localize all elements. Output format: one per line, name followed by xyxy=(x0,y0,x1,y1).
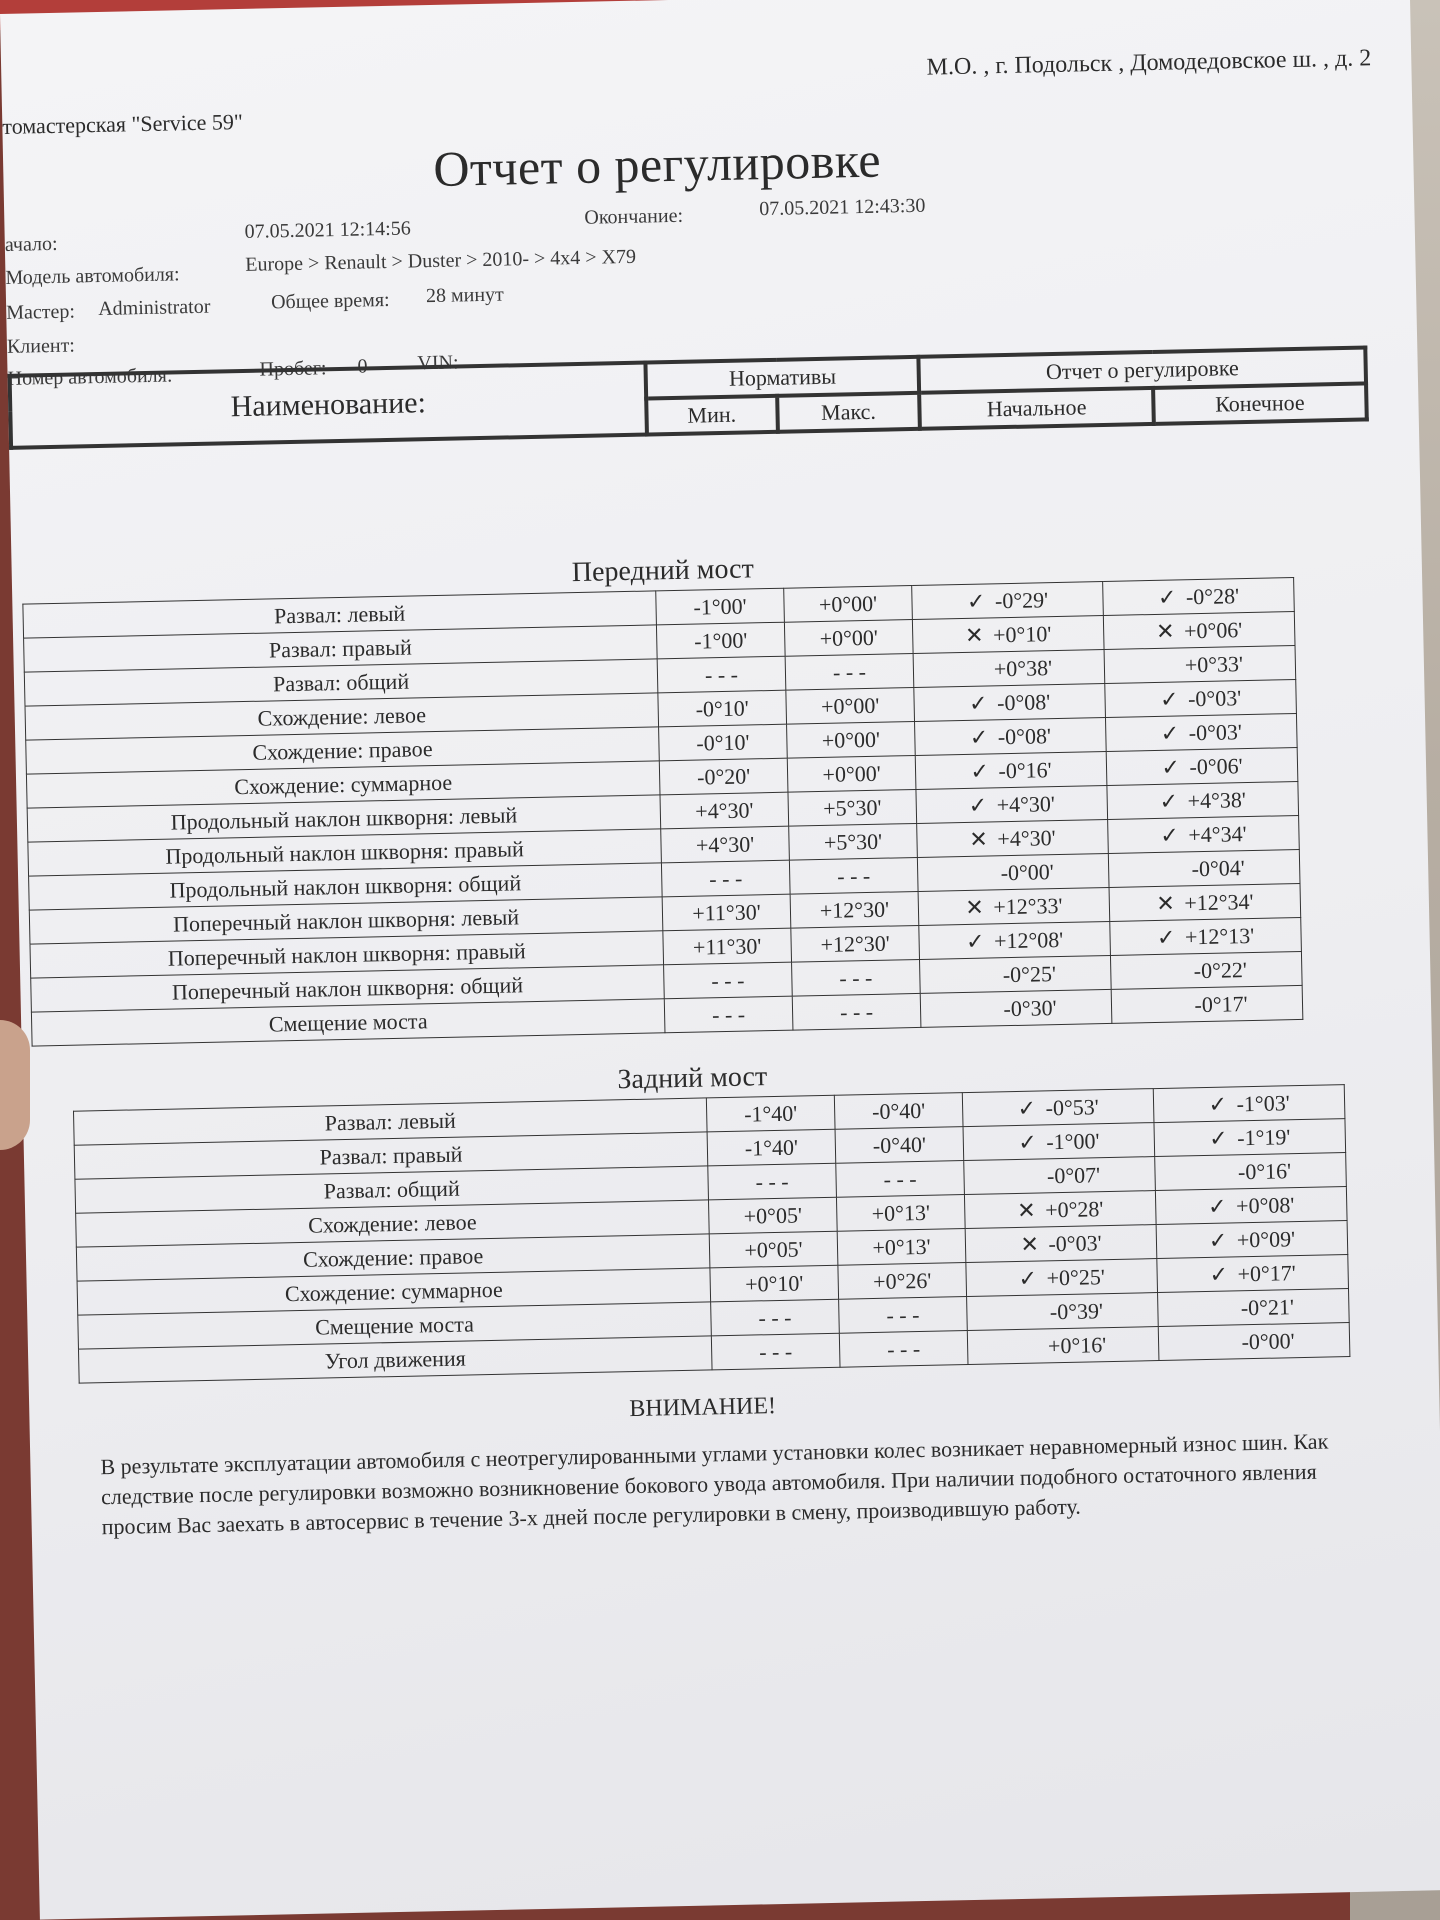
norm-min: -1°40' xyxy=(707,1129,836,1166)
norm-max: +0°13' xyxy=(836,1195,965,1232)
parameter-name: Развал: левый xyxy=(23,591,657,638)
master-value: Administrator xyxy=(97,295,211,321)
check-icon: ✓ xyxy=(1208,1125,1228,1151)
model-label: Модель автомобиля: xyxy=(5,263,180,289)
norm-min: -0°10' xyxy=(659,724,788,761)
check-icon xyxy=(1166,978,1194,979)
initial-value: -0°29' xyxy=(994,586,1049,613)
check-icon xyxy=(966,676,994,677)
initial-cell xyxy=(915,718,1107,756)
check-icon: ✓ xyxy=(968,792,988,818)
check-icon: ✓ xyxy=(970,757,990,784)
cross-icon: ✕ xyxy=(964,622,984,648)
final-value: -0°06' xyxy=(1189,752,1243,779)
norm-min: - - - xyxy=(664,996,793,1033)
initial-cell xyxy=(965,1225,1157,1263)
check-icon xyxy=(1164,876,1192,877)
check-icon xyxy=(1022,1319,1050,1320)
final-value: +0°33' xyxy=(1184,650,1244,677)
final-value: +0°17' xyxy=(1237,1259,1296,1286)
final-value: -0°21' xyxy=(1240,1293,1295,1320)
final-value: -0°04' xyxy=(1191,854,1245,881)
table-header xyxy=(8,345,1369,449)
final-value: +0°06' xyxy=(1183,616,1243,643)
final-cell xyxy=(1158,1289,1350,1327)
norm-min: - - - xyxy=(657,656,786,693)
final-value: -0°03' xyxy=(1188,718,1243,745)
cross-icon: ✕ xyxy=(965,894,985,920)
norm-min: -0°20' xyxy=(659,758,788,795)
initial-value: +12°08' xyxy=(993,926,1064,953)
norm-max: +0°00' xyxy=(787,755,916,792)
final-value: -0°17' xyxy=(1194,990,1248,1017)
final-value: -0°03' xyxy=(1187,684,1242,711)
initial-cell xyxy=(912,582,1104,620)
parameter-name: Схождение: правое xyxy=(26,727,660,774)
parameter-name: Поперечный наклон шкворня: правый xyxy=(30,931,664,978)
norm-max: +0°00' xyxy=(786,688,915,725)
warning-text: В результате эксплуатации автомобиля с неотрегулированными углами установки колес возникает неравномерный износ шин. Как следствие после регулировки возможно возникновение бокового увода автомобиля. При наличии подобного остаточного явления просим Вас заехать в автосервис в течение 3-х дней после регулировки в смену, производившую работу. xyxy=(100,1428,1329,1540)
plate-label: Номер автомобиля: xyxy=(7,364,173,390)
header-name: Наименование: xyxy=(10,363,647,448)
norm-max: +0°13' xyxy=(837,1229,966,1266)
final-value: +0°09' xyxy=(1236,1225,1296,1252)
norm-max: +5°30' xyxy=(788,789,917,826)
final-cell xyxy=(1105,680,1297,718)
initial-value: +4°30' xyxy=(997,824,1056,851)
address: М.О. , г. Подольск , Домодедовское ш. , д. 2 xyxy=(926,45,1372,81)
check-icon: ✓ xyxy=(965,928,985,954)
check-icon xyxy=(1020,1353,1048,1354)
parameter-name: Схождение: правое xyxy=(76,1234,710,1281)
final-value: -0°16' xyxy=(1237,1157,1292,1184)
check-icon xyxy=(1214,1349,1242,1350)
norm-min: - - - xyxy=(661,860,790,897)
norm-min: +0°05' xyxy=(709,1231,838,1268)
initial-value: +12°33' xyxy=(993,892,1063,919)
final-value: +0°08' xyxy=(1235,1191,1295,1218)
parameter-name: Схождение: левое xyxy=(76,1200,710,1247)
initial-cell xyxy=(918,887,1110,925)
initial-cell xyxy=(917,819,1109,857)
initial-cell xyxy=(913,650,1105,688)
final-value: +4°38' xyxy=(1187,786,1247,813)
final-cell xyxy=(1108,815,1300,853)
report-title: Отчет о регулировке xyxy=(432,131,882,197)
initial-cell xyxy=(966,1259,1158,1297)
thumb xyxy=(0,1020,30,1150)
total-time-label: Общее время: xyxy=(270,288,390,314)
final-cell xyxy=(1156,1221,1348,1259)
norm-min: - - - xyxy=(664,962,793,999)
norm-max: +0°26' xyxy=(838,1263,967,1300)
check-icon: ✓ xyxy=(1018,1129,1037,1155)
check-icon: ✓ xyxy=(1159,685,1179,712)
shop-name: томастерская "Service 59" xyxy=(2,108,244,139)
norm-min: +4°30' xyxy=(661,826,790,863)
norm-min: +11°30' xyxy=(663,928,792,965)
initial-value: -0°39' xyxy=(1049,1297,1104,1324)
final-value: -1°19' xyxy=(1236,1123,1291,1150)
final-value: +12°13' xyxy=(1184,922,1255,949)
check-icon: ✓ xyxy=(1159,788,1179,814)
parameter-name: Угол движения xyxy=(78,1336,712,1383)
parameter-name: Продольный наклон шкворня: левый xyxy=(27,795,661,842)
initial-value: -0°30' xyxy=(1003,994,1057,1021)
header-norms: Нормативы xyxy=(645,357,919,399)
norm-min: +4°30' xyxy=(660,792,789,829)
final-cell xyxy=(1110,917,1302,955)
final-value: -0°28' xyxy=(1185,582,1240,609)
check-icon xyxy=(1157,672,1185,673)
norm-max: +0°00' xyxy=(787,722,916,759)
norm-min: -1°00' xyxy=(656,588,785,625)
norm-min: -1°40' xyxy=(706,1095,835,1132)
final-value: +12°34' xyxy=(1184,888,1254,915)
check-icon: ✓ xyxy=(1208,1227,1228,1253)
initial-cell xyxy=(919,921,1111,959)
initial-value: -0°03' xyxy=(1048,1229,1102,1256)
norm-min: - - - xyxy=(708,1163,837,1200)
parameter-name: Схождение: левое xyxy=(25,693,659,740)
final-cell xyxy=(1154,1119,1346,1157)
rear-axle-table xyxy=(73,1084,1350,1384)
initial-value: +0°25' xyxy=(1046,1263,1106,1290)
parameter-name: Поперечный наклон шкворня: общий xyxy=(31,965,665,1012)
cross-icon: ✕ xyxy=(1156,890,1175,916)
final-cell xyxy=(1103,578,1295,616)
initial-value: +0°16' xyxy=(1047,1331,1107,1358)
initial-value: +0°28' xyxy=(1044,1195,1104,1222)
header-initial: Начальное xyxy=(920,388,1154,429)
final-cell xyxy=(1155,1153,1347,1191)
final-cell xyxy=(1109,883,1301,921)
norm-max: - - - xyxy=(789,857,918,894)
check-icon: ✓ xyxy=(966,587,986,614)
parameter-name: Развал: общий xyxy=(24,659,658,706)
cross-icon: ✕ xyxy=(1020,1231,1040,1257)
check-icon xyxy=(973,880,1001,881)
initial-value: +0°38' xyxy=(993,654,1053,681)
final-cell xyxy=(1155,1187,1347,1225)
start-label: ачало: xyxy=(4,232,58,256)
end-value: 07.05.2021 12:43:30 xyxy=(759,194,926,221)
norm-min: +11°30' xyxy=(662,894,791,931)
check-icon: ✓ xyxy=(968,689,988,716)
check-icon: ✓ xyxy=(1209,1261,1229,1287)
check-icon xyxy=(1213,1315,1241,1316)
initial-value: -0°16' xyxy=(998,756,1052,783)
check-icon: ✓ xyxy=(1207,1193,1227,1219)
final-value: -0°22' xyxy=(1193,956,1248,983)
norm-max: -0°40' xyxy=(835,1127,964,1164)
initial-value: -0°00' xyxy=(1000,858,1054,885)
initial-value: -1°00' xyxy=(1046,1127,1100,1154)
initial-cell xyxy=(920,955,1112,993)
check-icon: ✓ xyxy=(1018,1265,1038,1291)
end-label: Окончание: xyxy=(584,204,684,229)
norm-min: - - - xyxy=(711,1299,840,1336)
norm-min: -0°10' xyxy=(658,690,787,727)
norm-min: +0°10' xyxy=(710,1265,839,1302)
parameter-name: Смещение моста xyxy=(78,1302,712,1349)
initial-value: +4°30' xyxy=(996,790,1056,817)
parameter-name: Поперечный наклон шкворня: левый xyxy=(29,897,663,944)
check-icon xyxy=(1210,1179,1238,1180)
final-cell xyxy=(1103,612,1295,650)
norm-max: +5°30' xyxy=(789,823,918,860)
final-cell xyxy=(1157,1255,1349,1293)
final-cell xyxy=(1108,849,1300,887)
norm-max: +0°00' xyxy=(784,586,913,623)
norm-max: -0°40' xyxy=(834,1093,963,1130)
check-icon: ✓ xyxy=(1208,1091,1228,1117)
parameter-name: Развал: левый xyxy=(73,1098,707,1145)
parameter-name: Развал: правый xyxy=(24,625,658,672)
header-min: Мин. xyxy=(646,396,777,435)
initial-cell xyxy=(912,616,1104,654)
check-icon: ✓ xyxy=(1161,753,1181,780)
mileage-label: Пробег: xyxy=(259,357,327,381)
initial-value: +0°10' xyxy=(992,620,1052,647)
parameter-name: Смещение моста xyxy=(31,999,665,1046)
initial-cell xyxy=(920,989,1112,1027)
cross-icon: ✕ xyxy=(1155,618,1175,644)
client-label: Клиент: xyxy=(6,334,76,358)
norm-max: - - - xyxy=(792,959,921,996)
total-time-value: 28 минут xyxy=(425,283,505,308)
norm-min: - - - xyxy=(711,1333,840,1370)
start-value: 07.05.2021 12:14:56 xyxy=(244,217,411,243)
norm-max: +0°00' xyxy=(784,620,913,657)
initial-cell xyxy=(915,751,1107,789)
norm-max: - - - xyxy=(785,654,914,691)
master-label: Мастер: xyxy=(6,300,76,324)
final-value: -1°03' xyxy=(1236,1089,1290,1116)
norm-max: - - - xyxy=(836,1161,965,1198)
final-cell xyxy=(1104,646,1296,684)
initial-value: -0°07' xyxy=(1046,1161,1101,1188)
initial-value: -0°53' xyxy=(1045,1093,1099,1120)
header-report: Отчет о регулировке xyxy=(919,347,1366,392)
parameter-name: Развал: общий xyxy=(75,1166,709,1213)
norm-max: +12°30' xyxy=(791,925,920,962)
check-icon: ✓ xyxy=(1160,719,1180,746)
rear-axle-title: Задний мост xyxy=(617,1061,768,1096)
norm-min: +0°05' xyxy=(708,1197,837,1234)
warning-title: ВНИМАНИЕ! xyxy=(629,1393,777,1423)
norm-max: +12°30' xyxy=(790,891,919,928)
check-icon xyxy=(976,1016,1004,1017)
initial-value: -0°08' xyxy=(997,722,1052,749)
header-final: Конечное xyxy=(1153,383,1367,423)
final-cell xyxy=(1111,985,1303,1023)
norm-max: - - - xyxy=(839,1331,968,1368)
front-axle-title: Передний мост xyxy=(571,553,755,589)
norm-max: - - - xyxy=(839,1297,968,1334)
initial-cell xyxy=(964,1157,1156,1195)
model-value: Europe > Renault > Duster > 2010- > 4x4 > X79 xyxy=(245,245,637,276)
cross-icon: ✕ xyxy=(1016,1197,1036,1223)
initial-cell xyxy=(967,1293,1159,1331)
final-cell xyxy=(1107,781,1299,819)
check-icon: ✓ xyxy=(1157,583,1177,610)
initial-value: -0°08' xyxy=(996,688,1051,715)
final-value: +4°34' xyxy=(1188,820,1247,847)
final-value: -0°00' xyxy=(1241,1327,1295,1354)
vin-label: VIN: xyxy=(417,351,459,375)
check-icon: ✓ xyxy=(1160,821,1180,848)
final-cell xyxy=(1110,951,1302,989)
check-icon xyxy=(1167,1012,1195,1013)
initial-cell xyxy=(916,785,1108,823)
check-icon xyxy=(1019,1183,1047,1184)
initial-value: -0°25' xyxy=(1002,960,1057,987)
initial-cell xyxy=(914,684,1106,722)
initial-cell xyxy=(967,1327,1159,1365)
final-cell xyxy=(1158,1323,1350,1361)
header-max: Макс. xyxy=(777,393,921,432)
parameter-name: Схождение: суммарное xyxy=(26,761,660,808)
check-icon: ✓ xyxy=(1017,1095,1037,1121)
check-icon: ✓ xyxy=(969,723,989,750)
check-icon: ✓ xyxy=(1156,924,1176,950)
check-icon xyxy=(975,982,1003,983)
initial-cell xyxy=(963,1123,1155,1161)
norm-min: -1°00' xyxy=(656,622,785,659)
final-cell xyxy=(1153,1085,1345,1123)
initial-cell xyxy=(962,1089,1154,1127)
parameter-name: Развал: правый xyxy=(74,1132,708,1179)
parameter-name: Схождение: суммарное xyxy=(77,1268,711,1315)
mileage-value: 0 xyxy=(357,355,368,378)
parameter-name: Продольный наклон шкворня: правый xyxy=(28,829,662,876)
final-cell xyxy=(1106,747,1298,785)
front-axle-table xyxy=(22,577,1303,1047)
cross-icon: ✕ xyxy=(969,825,989,852)
norm-max: - - - xyxy=(792,993,921,1030)
parameter-name: Продольный наклон шкворня: общий xyxy=(29,863,663,910)
initial-cell xyxy=(917,853,1109,891)
initial-cell xyxy=(964,1191,1156,1229)
final-cell xyxy=(1105,714,1297,752)
